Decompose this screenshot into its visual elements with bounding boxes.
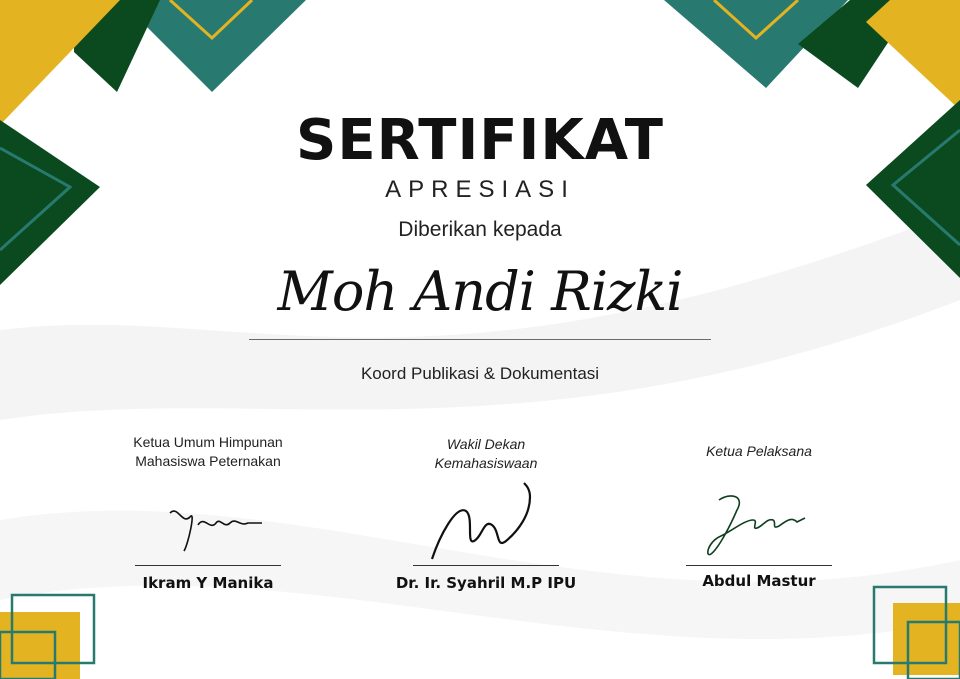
signatory-block-2 — [366, 435, 606, 605]
signatory-title-line1: Wakil Dekan — [446, 436, 526, 452]
signatory-name: Ikram Y Manika — [142, 574, 274, 592]
signatory-block-1 — [88, 433, 328, 603]
signature-line — [135, 565, 281, 566]
recipient-name: Moh Andi Rizki — [277, 260, 683, 323]
gold-diamond-top-right — [866, 0, 960, 110]
signature-mark — [701, 490, 811, 560]
signature-line — [686, 565, 832, 566]
given-to-label: Diberikan kepada — [398, 218, 562, 241]
signatory-title-line2: Kemahasiswaan — [434, 455, 538, 471]
signature-mark — [158, 495, 278, 555]
certificate-title: SERTIFIKAT — [296, 108, 664, 173]
signatory-name: Dr. Ir. Syahril M.P IPU — [395, 574, 577, 592]
certificate-subtitle: APRESIASI — [385, 176, 575, 203]
signatory-title-line1: Ketua Umum Himpunan — [133, 434, 283, 450]
recipient-role: Koord Publikasi & Dokumentasi — [360, 364, 600, 383]
signatory-title-line2: Mahasiswa Peternakan — [135, 453, 281, 469]
signatory-name: Abdul Mastur — [702, 572, 816, 590]
recipient-underline — [249, 339, 711, 340]
signature-mark — [426, 475, 556, 565]
signature-line — [413, 565, 559, 566]
signatory-block-3 — [639, 442, 879, 602]
signatory-title: Ketua Pelaksana — [706, 443, 812, 459]
